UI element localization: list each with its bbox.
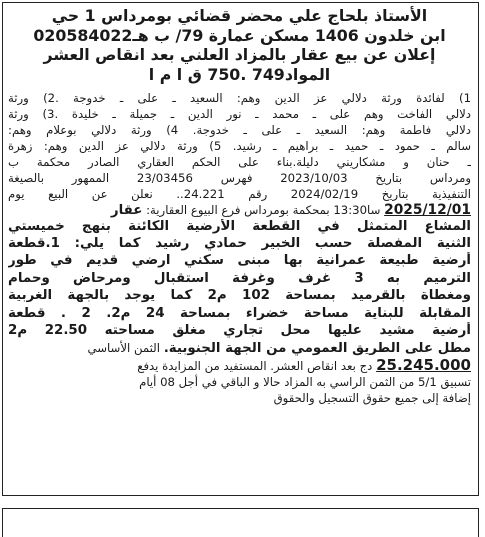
property-text: مطل على الطريق العمومي من الجهة الجنوبية.	[163, 340, 471, 356]
base-price: 25.245.000	[376, 356, 471, 374]
sale-time-place: سا13:30 بمحكمة بومرداس فرع البيوع العقارية:	[142, 203, 385, 218]
notice-body	[8, 90, 471, 406]
notice-header	[8, 6, 471, 84]
header-line: ابن خلدون 1406 مسكن عمارة 79/ ب هـ020584022	[33, 25, 446, 45]
body-line: ـ حنان و مشكاريني دليلة.بناء على الحكم العقاري الصادر محكمة ب	[8, 155, 471, 170]
property-line: الثنية المفصلة حسب الخبير حمادي رشيد كما يلي: 1.قطعة	[8, 235, 471, 251]
header-line: المواد749 .750 ق ا م ا	[148, 64, 331, 84]
property-line: الترميم به 3 غرف وغرفة استقبال ومرحاض وحمام	[8, 270, 471, 286]
header-line: إعلان عن بيع عقار بالمزاد العلني بعد انقاص العشر	[43, 45, 436, 65]
property-label: عقار	[110, 203, 143, 219]
body-line: 1) لفائدة ورثة دلالي عز الدين وهم: السعيد ـ على ـ خدوجة .2) ورثة	[8, 91, 471, 106]
price-line	[8, 357, 471, 374]
property-line: ومغطاة بالقرميد بمساحة 102 م2 كما يوجد بالجهة الغربية	[8, 288, 471, 304]
sale-date-line	[8, 202, 471, 219]
next-ad-frame	[2, 508, 479, 537]
property-line: أرضية طبيعة عمرانية بها مبنى سكني ارضي قديم في طور	[8, 253, 471, 269]
body-line: ومرداس بتاريخ 2023/10/03 فهرس 23/03456 الممهور بالصيغة	[8, 171, 471, 186]
property-line: المقابلة للبناية مساحة خضراء بمساحة 24 م2. 2 . قطعة	[8, 305, 471, 321]
body-line: دلالي فاطمة وهم: السعيد ـ على ـ خدوجة. 4) ورثة دلالي بوعلام وهم:	[8, 123, 471, 138]
property-line: أرضية مشيد عليها محل تجاري مغلق مساحته 22.50 م2	[8, 323, 471, 339]
base-price-label: الثمن الأساسي	[87, 340, 164, 355]
legal-notice	[8, 6, 471, 406]
property-line-last	[8, 340, 471, 357]
body-line: التنفيذية بتاريخ 2024/02/19 رقم 24.221.. نعلن عن البيع يوم	[8, 187, 471, 202]
body-line: تسبيق 5/1 من الثمن الراسي به المزاد حالا و الباقي في أجل 08 أيام	[139, 374, 471, 389]
body-line: سالم ـ حمود ـ حميد ـ براهيم ـ رشيد. 5) ورثة دلالي عز الدين وهم: زهرة	[8, 139, 471, 154]
header-line: الأستاذ بلحاج علي محضر قضائي بومرداس 1 حي	[51, 6, 428, 25]
body-line: دلالي الفاخت وهم على ـ محمد ـ نور الدين ـ جميلة ـ خليدة .3) ورثة	[8, 107, 471, 122]
body-line: إضافة إلى جميع حقوق التسجيل والحقوق	[273, 390, 471, 405]
price-terms: دج بعد انقاص العشر. المستفيد من المزايدة يدفع	[137, 358, 377, 373]
sale-date: 2025/12/01	[384, 202, 471, 219]
property-line: المشاع المتمثل في القطعة الأرضية الكائنة بنهج خميستي	[8, 219, 471, 235]
